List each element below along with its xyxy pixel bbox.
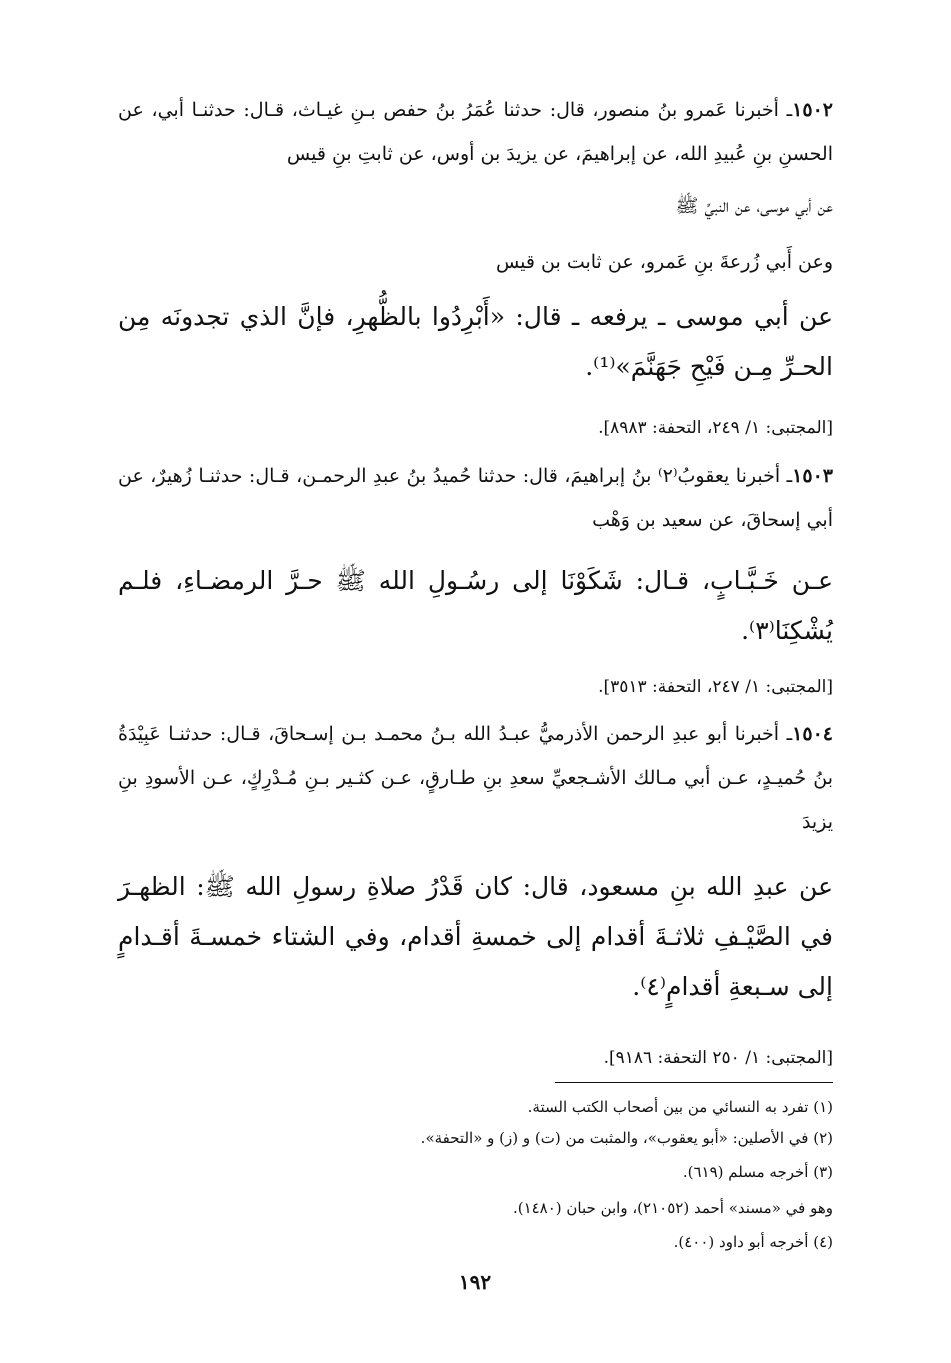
footnote-separator (555, 1082, 833, 1083)
hadith-1503-reference: [المجتبى: ١/ ٢٤٧، التحفة: ٣٥١٣]. (598, 677, 833, 697)
hadith-number: ١٥٠٤ (792, 723, 833, 745)
footnote-4: (٤) أخرجه أبو داود (٤٠٠). (673, 1233, 833, 1251)
hadith-1503-isnad (118, 454, 833, 542)
hadith-1504-reference: [المجتبى: ١/ ٢٥٠ التحفة: ٩١٨٦]. (603, 1048, 833, 1068)
isnad-text: ـ أخبرنا يعقوبُ⁽٢⁾ بنُ إبراهيمَ، قال: حدثنا حُميدُ بنُ عبدِ الرحمـن، قـال: حدثنـا زُهيرٌ، عن أبي إسحاقَ، عن سعيد بن وَهْب (118, 465, 833, 531)
hadith-1502-isnad-2: عن أبي موسى، عن النبيِّ ﷺ (675, 195, 833, 217)
page-number: ١٩٢ (458, 1270, 492, 1294)
footnote-3-continued: وهو في «مسند» أحمد (٢١٠٥٢)، وابن حبان (١٤٨٠). (512, 1199, 833, 1217)
hadith-1504-isnad (118, 712, 833, 844)
hadith-number: ١٥٠٣ (792, 465, 833, 487)
hadith-1504-matn: عن عبدِ الله بنِ مسعود، قال: كان قَدْرُ صلاةِ رسولِ الله ﷺ: الظهـرَ في الصَّيْـفِ ثلاثـةَ أقدام إلى خمسةِ أقدام، وفي الشتاء خمسـةَ أقـدامٍ إلى سـبعةِ أقدامٍ⁽٤⁾. (118, 872, 833, 1001)
hadith-number: ١٥٠٢ (792, 99, 833, 121)
hadith-1502-isnad (118, 88, 833, 176)
footnote-3: (٣) أخرجه مسلم (٦١٩). (682, 1163, 833, 1181)
isnad-text: ـ أخبرنا أبو عبدِ الرحمن الأذرميُّ عبـدُ الله بـنُ محمـد بـن إسـحاقَ، قـال: حدثنـا عَبِيْدَةُ بنُ حُميـدٍ، عـن أبي مـالك الأشـجعيِّ سعدِ بنِ طـارقٍ، عـن كثـير بـنِ مُـدْرِكٍ، عـن الأسودِ بنِ يزيدَ (118, 723, 833, 833)
hadith-1502-isnad-3: وعن أَبي زُرعةَ بنِ عَمرو، عن ثابت بن قيس (495, 251, 833, 273)
footnote-1: (١) تفرد به النسائي من بين أصحاب الكتب الستة. (527, 1098, 833, 1116)
hadith-1503-matn: عـن خَـبَّـابٍ، قـال: شَكَوْنَا إلى رسُـولِ الله ﷺ حـرَّ الرمضـاءِ، فلـم يُشْكِنَا⁽٣⁾. (118, 566, 833, 645)
hadith-1502-reference: [المجتبى: ١/ ٢٤٩، التحفة: ٨٩٨٣]. (598, 418, 833, 438)
footnote-2: (٢) في الأصلين: «أبو يعقوب»، والمثبت من (ت) و (ز) و «التحفة». (420, 1129, 833, 1147)
hadith-1502-matn: عن أبي موسى ـ يرفعه ـ قال: «أَبْرِدُوا بالظُّهرِ، فإنَّ الذي تجدونَه مِن الحـرِّ مِـن فَيْحِ جَهَنَّمَ»⁽¹⁾. (118, 302, 833, 381)
isnad-text: ـ أخبرنا عَمرو بنُ منصور، قال: حدثنا عُمَرُ بنُ حفص بـنِ غيـاث، قـال: حدثنـا أبي، عن الحسنِ بنِ عُبيدِ الله، عن إبراهيمَ، عن يزيدَ بن أوس، عن ثابتِ بنِ قيس (118, 99, 833, 165)
